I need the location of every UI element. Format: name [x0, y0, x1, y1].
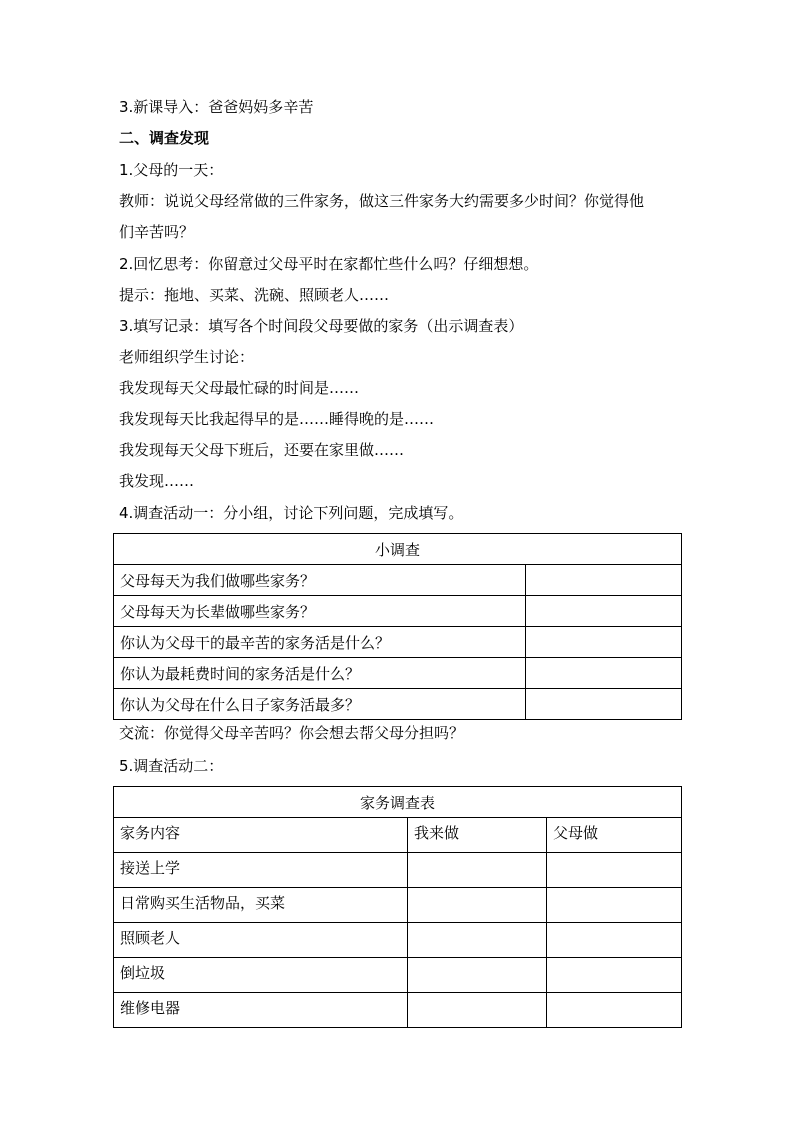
chore-cell: 日常购买生活物品，买菜 — [114, 888, 408, 923]
parents-do-cell[interactable] — [547, 958, 682, 993]
item-recall-think: 2.回忆思考：你留意过父母平时在家都忙些什么吗？仔细想想。 — [119, 255, 539, 273]
table-row — [114, 958, 682, 993]
survey-table-small — [113, 533, 682, 720]
finding-open: 我发现…… — [119, 472, 195, 490]
i-do-cell[interactable] — [408, 888, 547, 923]
exchange-prompt: 交流：你觉得父母辛苦吗？你会想去帮父母分担吗？ — [119, 724, 465, 742]
item-fill-record: 3.填写记录：填写各个时间段父母要做的家务（出示调查表） — [119, 317, 524, 335]
header-chore-content: 家务内容 — [114, 818, 408, 853]
table-row — [114, 565, 682, 596]
table-title-row — [114, 534, 682, 565]
chore-cell: 照顾老人 — [114, 923, 408, 958]
table-title: 小调查 — [114, 534, 682, 565]
header-parents-do: 父母做 — [547, 818, 682, 853]
section-heading-survey: 二、调查发现 — [119, 129, 210, 147]
answer-cell[interactable] — [526, 627, 682, 658]
question-cell: 你认为父母在什么日子家务活最多？ — [114, 689, 526, 720]
discussion-intro: 老师组织学生讨论： — [119, 348, 255, 366]
table-row — [114, 658, 682, 689]
table-row — [114, 689, 682, 720]
parents-do-cell[interactable] — [547, 888, 682, 923]
parents-do-cell[interactable] — [547, 923, 682, 958]
table-row — [114, 993, 682, 1028]
finding-early-late: 我发现每天比我起得早的是……睡得晚的是…… — [119, 410, 435, 428]
table-row — [114, 627, 682, 658]
header-i-do: 我来做 — [408, 818, 547, 853]
item-activity-two: 5.调查活动二： — [119, 757, 224, 775]
finding-after-work: 我发现每天父母下班后，还要在家里做…… — [119, 441, 405, 459]
question-cell: 父母每天为我们做哪些家务？ — [114, 565, 526, 596]
table-row — [114, 853, 682, 888]
table-row — [114, 923, 682, 958]
section-new-lesson: 3.新课导入：爸爸妈妈多辛苦 — [119, 98, 314, 116]
i-do-cell[interactable] — [408, 923, 547, 958]
answer-cell[interactable] — [526, 689, 682, 720]
parents-do-cell[interactable] — [547, 853, 682, 888]
parents-do-cell[interactable] — [547, 993, 682, 1028]
answer-cell[interactable] — [526, 565, 682, 596]
i-do-cell[interactable] — [408, 853, 547, 888]
table-header-row — [114, 818, 682, 853]
item-activity-one: 4.调查活动一：分小组，讨论下列问题，完成填写。 — [119, 504, 464, 522]
i-do-cell[interactable] — [408, 993, 547, 1028]
chore-cell: 维修电器 — [114, 993, 408, 1028]
chore-cell: 接送上学 — [114, 853, 408, 888]
question-cell: 你认为父母干的最辛苦的家务活是什么？ — [114, 627, 526, 658]
chore-cell: 倒垃圾 — [114, 958, 408, 993]
answer-cell[interactable] — [526, 658, 682, 689]
hint-line: 提示：拖地、买菜、洗碗、照顾老人…… — [119, 286, 390, 304]
table-title-row — [114, 787, 682, 818]
finding-busiest-time: 我发现每天父母最忙碌的时间是…… — [119, 379, 360, 397]
question-cell: 你认为最耗费时间的家务活是什么？ — [114, 658, 526, 689]
question-cell: 父母每天为长辈做哪些家务？ — [114, 596, 526, 627]
teacher-prompt-line1: 教师：说说父母经常做的三件家务，做这三件家务大约需要多少时间？你觉得他 — [119, 192, 645, 210]
item-parents-day: 1.父母的一天： — [119, 161, 224, 179]
household-survey-table — [113, 786, 682, 1028]
table-title: 家务调查表 — [114, 787, 682, 818]
teacher-prompt-line2: 们辛苦吗？ — [119, 223, 195, 241]
answer-cell[interactable] — [526, 596, 682, 627]
table-row — [114, 888, 682, 923]
i-do-cell[interactable] — [408, 958, 547, 993]
table-row — [114, 596, 682, 627]
